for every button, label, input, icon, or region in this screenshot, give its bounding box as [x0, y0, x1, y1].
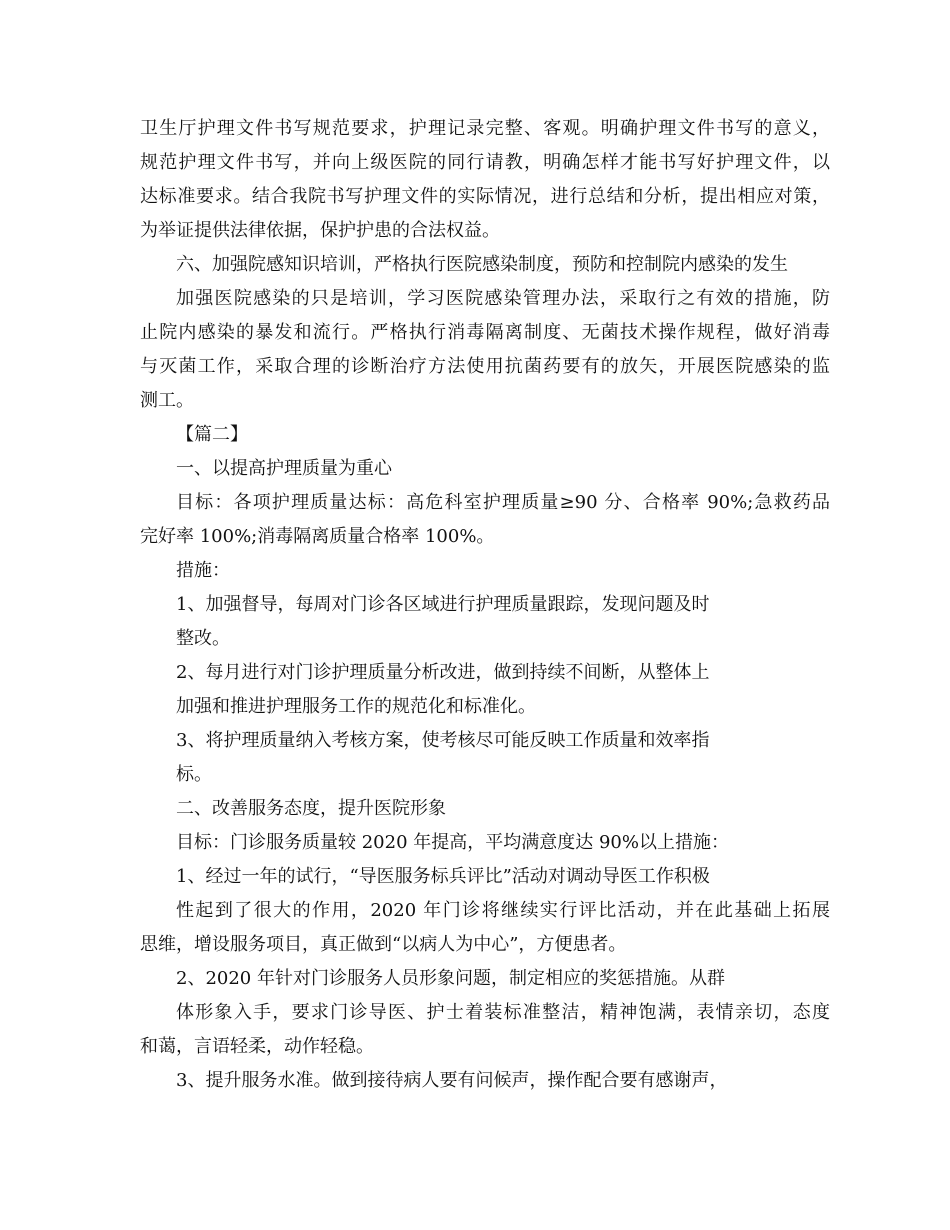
paragraph-line: 卫生厅护理文件书写规范要求，护理记录完整、客观。明确护理文件书写的意义， [140, 118, 830, 139]
list-item: 3、将护理质量纳入考核方案，使考核尽可能反映工作质量和效率指 [176, 730, 710, 751]
list-item: 1、经过一年的试行，“导医服务标兵评比”活动对调动导医工作积极 [176, 866, 710, 887]
list-item: 3、提升服务水准。做到接待病人要有问候声，操作配合要有感谢声， [176, 1070, 728, 1091]
paragraph-line: 目标：门诊服务质量较 2020 年提高，平均满意度达 90%以上措施： [176, 832, 729, 853]
measures-label: 措施： [176, 560, 230, 581]
list-item-continuation: 标。 [176, 764, 212, 785]
section-heading: 二、改善服务态度，提升医院形象 [176, 798, 446, 819]
list-item: 1、加强督导，每周对门诊各区域进行护理质量跟踪，发现问题及时 [176, 594, 710, 615]
list-item-continuation: 加强和推进护理服务工作的规范化和标准化。 [176, 696, 536, 717]
list-item: 2、2020 年针对门诊服务人员形象问题，制定相应的奖惩措施。从群 [176, 968, 725, 989]
list-item-continuation: 思维，增设服务项目，真正做到“以病人为中心”，方便患者。 [140, 934, 627, 955]
paragraph-line: 加强医院感染的只是培训，学习医院感染管理办法，采取行之有效的措施，防 [176, 288, 830, 309]
paragraph-line: 与灭菌工作，采取合理的诊断治疗方法使用抗菌药要有的放矢，开展医院感染的监 [140, 356, 830, 377]
section-heading: 六、加强院感知识培训，严格执行医院感染制度，预防和控制院内感染的发生 [176, 254, 788, 275]
paragraph-line: 规范护理文件书写，并向上级医院的同行请教，明确怎样才能书写好护理文件，以 [140, 152, 830, 173]
list-item-continuation: 和蔼，言语轻柔，动作轻稳。 [140, 1036, 374, 1057]
paragraph-line: 止院内感染的暴发和流行。严格执行消毒隔离制度、无菌技术操作规程，做好消毒 [140, 322, 830, 343]
paragraph-line: 测工。 [140, 390, 194, 411]
list-item-continuation: 体形象入手，要求门诊导医、护士着装标准整洁，精神饱满，表情亲切，态度 [176, 1002, 830, 1023]
list-item-continuation: 整改。 [176, 628, 230, 649]
paragraph-line: 目标：各项护理质量达标：高危科室护理质量≥90 分、合格率 90%;急救药品 [176, 492, 830, 513]
paragraph-line: 完好率 100%;消毒隔离质量合格率 100%。 [140, 526, 495, 547]
paragraph-line: 达标准要求。结合我院书写护理文件的实际情况，进行总结和分析，提出相应对策， [140, 186, 830, 207]
part-heading: 【篇二】 [176, 424, 248, 445]
list-item: 2、每月进行对门诊护理质量分析改进，做到持续不间断，从整体上 [176, 662, 710, 683]
document-body [140, 112, 830, 1098]
list-item-continuation: 性起到了很大的作用，2020 年门诊将继续实行评比活动，并在此基础上拓展 [176, 900, 830, 921]
section-heading: 一、以提高护理质量为重心 [176, 458, 392, 479]
paragraph-line: 为举证提供法律依据，保护护患的合法权益。 [140, 220, 500, 241]
